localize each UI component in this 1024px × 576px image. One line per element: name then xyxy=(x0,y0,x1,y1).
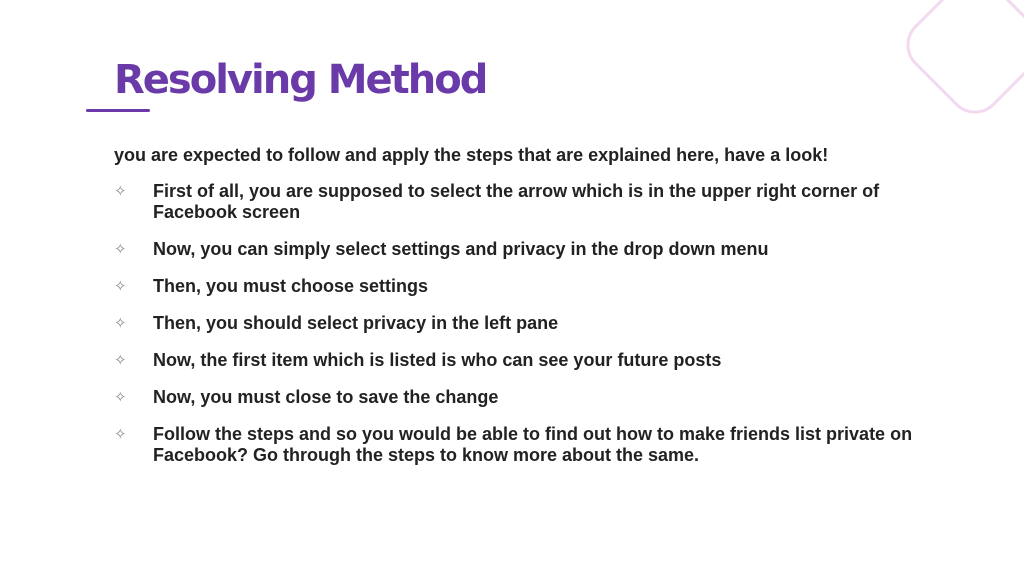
step-item xyxy=(114,313,914,334)
step-item xyxy=(114,350,914,371)
step-text: Now, you can simply select settings and privacy in the drop down menu xyxy=(153,239,769,259)
star-bullet-icon: ✧ xyxy=(114,388,127,406)
step-text: First of all, you are supposed to select the arrow which is in the upper right corner of Facebook screen xyxy=(153,181,880,222)
step-text: Follow the steps and so you would be able to find out how to make friends list private on Facebook? Go through the steps to know more about the same. xyxy=(153,424,913,465)
step-item xyxy=(114,424,914,466)
step-item xyxy=(114,181,914,223)
steps-list xyxy=(114,181,914,482)
intro-text: you are expected to follow and apply the steps that are explained here, have a look! xyxy=(114,145,829,165)
step-item xyxy=(114,239,914,260)
star-bullet-icon: ✧ xyxy=(114,277,127,295)
star-bullet-icon: ✧ xyxy=(114,314,127,332)
step-item xyxy=(114,387,914,408)
step-item xyxy=(114,276,914,297)
slide-title: Resolving Method xyxy=(114,57,487,103)
star-bullet-icon: ✧ xyxy=(114,351,127,369)
step-text: Now, you must close to save the change xyxy=(153,387,499,407)
step-text: Now, the first item which is listed is who can see your future posts xyxy=(153,350,722,370)
step-text: Then, you must choose settings xyxy=(153,276,429,296)
step-text: Then, you should select privacy in the left pane xyxy=(153,313,559,333)
star-bullet-icon: ✧ xyxy=(114,240,127,258)
decoration-shape xyxy=(897,0,1024,123)
title-underline xyxy=(86,109,150,112)
corner-decoration-icon xyxy=(890,0,1024,140)
star-bullet-icon: ✧ xyxy=(114,425,127,443)
star-bullet-icon: ✧ xyxy=(114,182,127,200)
